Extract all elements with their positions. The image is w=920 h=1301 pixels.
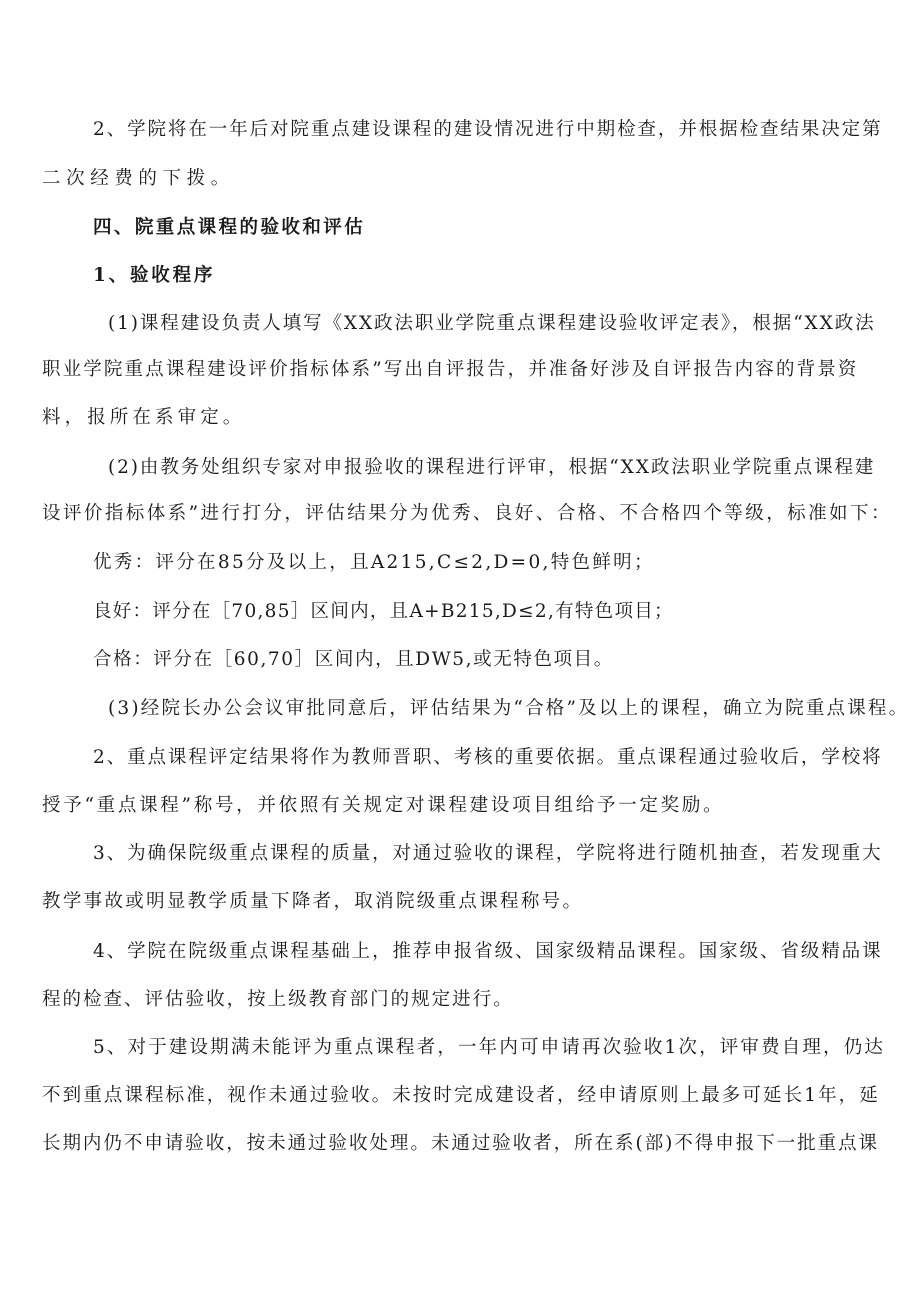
paragraph-line: 2、重点课程评定结果将作为教师晋职、考核的重要依据。重点课程通过验收后，学校将 [93, 747, 883, 768]
paragraph-line: 二次经费的下拨。 [42, 168, 235, 189]
paragraph-line: 3、为确保院级重点课程的质量，对通过验收的课程，学院将进行随机抽查，若发现重大 [93, 843, 883, 864]
paragraph-line: (3)经院长办公会议审批同意后，评估结果为“合格”及以上的课程，确立为院重点课程。 [108, 698, 910, 719]
criteria-line-good: 良好：评分在［70,85］区间内，且A+B215,D≤2,有特色项目； [93, 601, 674, 622]
criteria-line-pass: 合格：评分在［60,70］区间内，且DW5,或无特色项目。 [93, 649, 614, 670]
paragraph-line: 4、学院在院级重点课程基础上，推荐申报省级、国家级精品课程。国家级、省级精品课 [93, 941, 883, 962]
paragraph-line: 设评价指标体系”进行打分，评估结果分为优秀、良好、合格、不合格四个等级，标准如下： [42, 503, 892, 524]
paragraph-line: 长期内仍不申请验收，按未通过验收处理。未通过验收者，所在系(部)不得申报下一批重点课 [42, 1133, 880, 1154]
paragraph-line: 职业学院重点课程建设评价指标体系”写出自评报告，并准备好涉及自评报告内容的背景资 [42, 359, 859, 380]
paragraph-line: 不到重点课程标准，视作未通过验收。未按时完成建设者，经申请原则上最多可延长1年，延 [42, 1085, 880, 1106]
section-heading: 四、院重点课程的验收和评估 [93, 217, 366, 238]
paragraph-line: 2、学院将在一年后对院重点建设课程的建设情况进行中期检查，并根据检查结果决定第 [93, 119, 883, 140]
criteria-line-excellent: 优秀：评分在85分及以上，且A215,C≤2,D=0,特色鲜明； [93, 552, 655, 573]
paragraph-line: (2)由教务处组织专家对申报验收的课程进行评审，根据“XX政法职业学院重点课程建 [108, 457, 876, 478]
paragraph-line: (1)课程建设负责人填写《XX政法职业学院重点课程建设验收评定表》，根据“XX政法 [108, 313, 876, 334]
subsection-heading: 1、验收程序 [93, 265, 216, 286]
paragraph-line: 料，报所在系审定。 [42, 407, 246, 428]
paragraph-line: 授予“重点课程”称号，并依照有关规定对课程建设项目组给予一定奖励。 [42, 795, 725, 816]
paragraph-line: 5、对于建设期满未能评为重点课程者，一年内可申请再次验收1次，评审费自理，仍达 [93, 1037, 885, 1058]
paragraph-line: 教学事故或明显教学质量下降者，取消院级重点课程称号。 [42, 891, 584, 912]
paragraph-line: 程的检查、评估验收，按上级教育部门的规定进行。 [42, 989, 514, 1010]
